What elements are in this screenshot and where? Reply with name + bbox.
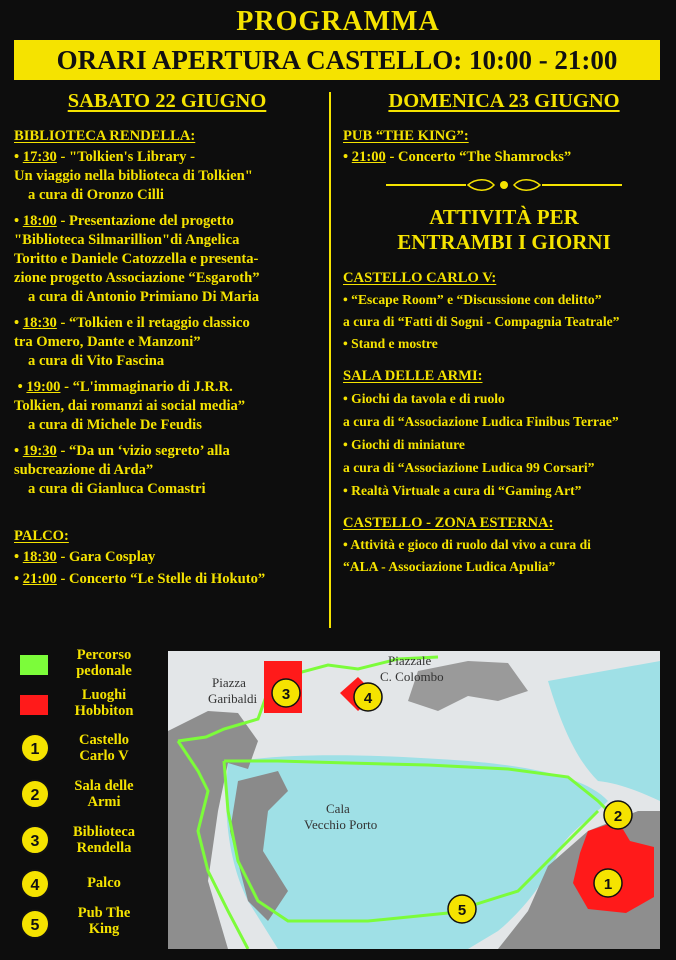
event-time: 18:30 [22, 315, 57, 331]
event-item: • 19:30 - “Da un ‘vizio segreto’ alla subcreazione di Arda” a cura di Gianluca Comastri [14, 443, 230, 497]
marker-icon: 2 [20, 779, 50, 809]
legend-item: 2 Sala delle Armi [14, 777, 164, 813]
event-time: 19:00 [26, 379, 61, 395]
event-item: • 17:30 - "Tolkien's Library - Un viaggio nella biblioteca di Tolkien" a cura di Oronzo Cilli [14, 149, 253, 203]
event-time: 18:00 [22, 213, 57, 229]
venue-biblioteca: BIBLIOTECA RENDELLA: [14, 128, 196, 144]
marker-icon: 1 [20, 733, 50, 763]
legend-item: 3 Biblioteca Rendella [14, 823, 164, 859]
venue-palco: PALCO: [14, 528, 69, 544]
label-piazza-garibaldi-2: Garibaldi [208, 691, 258, 706]
activities-title: ATTIVITÀ PER ENTRAMBI I GIORNI [397, 205, 611, 254]
program-title: PROGRAMMA [236, 6, 440, 37]
places-swatch [20, 695, 48, 715]
marker-icon: 4 [20, 869, 50, 899]
label-piazzale-colombo-2: C. Colombo [380, 669, 444, 684]
marker-icon: 3 [20, 825, 50, 855]
event-item: • 21:00 - Concerto “The Shamrocks” [343, 149, 572, 165]
legend-walk: Percorso pedonale [14, 647, 164, 683]
esterna-lines: • Attività e gioco di ruolo dal vivo a cura di “ALA - Associazione Ludica Apulia” [343, 537, 591, 574]
map-marker-1 [594, 869, 622, 897]
sunday-column [343, 88, 665, 578]
marker-icon: 5 [20, 909, 50, 939]
map-marker-3 [272, 679, 300, 707]
label-cala-1: Cala [326, 801, 350, 816]
svg-text:5: 5 [457, 902, 467, 919]
svg-text:3: 3 [281, 686, 291, 703]
event-item: • 19:00 - “L'immaginario di J.R.R. Tolkien, dai romanzi ai social media” a cura di Michele De Feudis [14, 379, 246, 433]
opening-hours-banner: ORARI APERTURA CASTELLO: 10:00 - 21:00 [14, 40, 660, 80]
label-piazzale-colombo-1: Piazzale [388, 653, 432, 668]
legend-item: 1 Castello Carlo V [14, 731, 164, 767]
event-time: 17:30 [22, 149, 57, 165]
section-esterna: CASTELLO - ZONA ESTERNA: [343, 515, 554, 531]
stage-item: • 21:00 - Concerto “Le Stelle di Hokuto” [14, 571, 266, 587]
svg-text:4: 4 [363, 690, 373, 707]
label-cala-2: Vecchio Porto [304, 817, 378, 832]
saturday-column [14, 88, 320, 589]
area-map [168, 651, 660, 949]
ornament-divider [343, 177, 665, 199]
legend-item: 5 Pub The King [14, 905, 164, 941]
map-marker-4 [354, 683, 382, 711]
legend-item: 4 Palco [14, 867, 164, 903]
event-item: • 18:00 - Presentazione del progetto "Biblioteca Silmarillion"di Angelica Toritto e Daniele Catozzella e presenta- zione progetto Associazione “Esgaroth” a cura di Antonio Primiano Di Maria [14, 213, 260, 305]
map-marker-2 [604, 801, 632, 829]
saturday-title: SABATO 22 GIUGNO [67, 90, 267, 112]
castello-lines: • “Escape Room” e “Discussione con delitto” a cura di “Fatti di Sogni - Compagnia Teatrale” • Stand e mostre [343, 292, 620, 351]
venue-pub: PUB “THE KING”: [343, 128, 469, 144]
event-item: • 18:30 - “Tolkien e il retaggio classico tra Omero, Dante e Manzoni” a cura di Vito Fascina [14, 315, 250, 369]
sunday-title: DOMENICA 23 GIUGNO [388, 90, 620, 112]
map-marker-5 [448, 895, 476, 923]
walk-swatch [20, 655, 48, 675]
column-divider [329, 92, 331, 628]
section-castello: CASTELLO CARLO V: [343, 270, 497, 286]
section-sala: SALA DELLE ARMI: [343, 368, 483, 384]
event-time: 19:30 [22, 443, 57, 459]
stage-item: • 18:30 - Gara Cosplay [14, 549, 156, 565]
svg-text:1: 1 [603, 876, 613, 893]
svg-text:2: 2 [613, 808, 623, 825]
label-piazza-garibaldi-1: Piazza [212, 675, 246, 690]
legend-places: Luoghi Hobbiton [14, 687, 164, 723]
sala-lines: • Giochi da tavola e di ruolo a cura di “Associazione Ludica Finibus Terrae” • Giochi di miniature a cura di “Associazione Ludica 99 Corsari” • Realtà Virtuale a cura di “Gaming Art” [343, 391, 619, 498]
